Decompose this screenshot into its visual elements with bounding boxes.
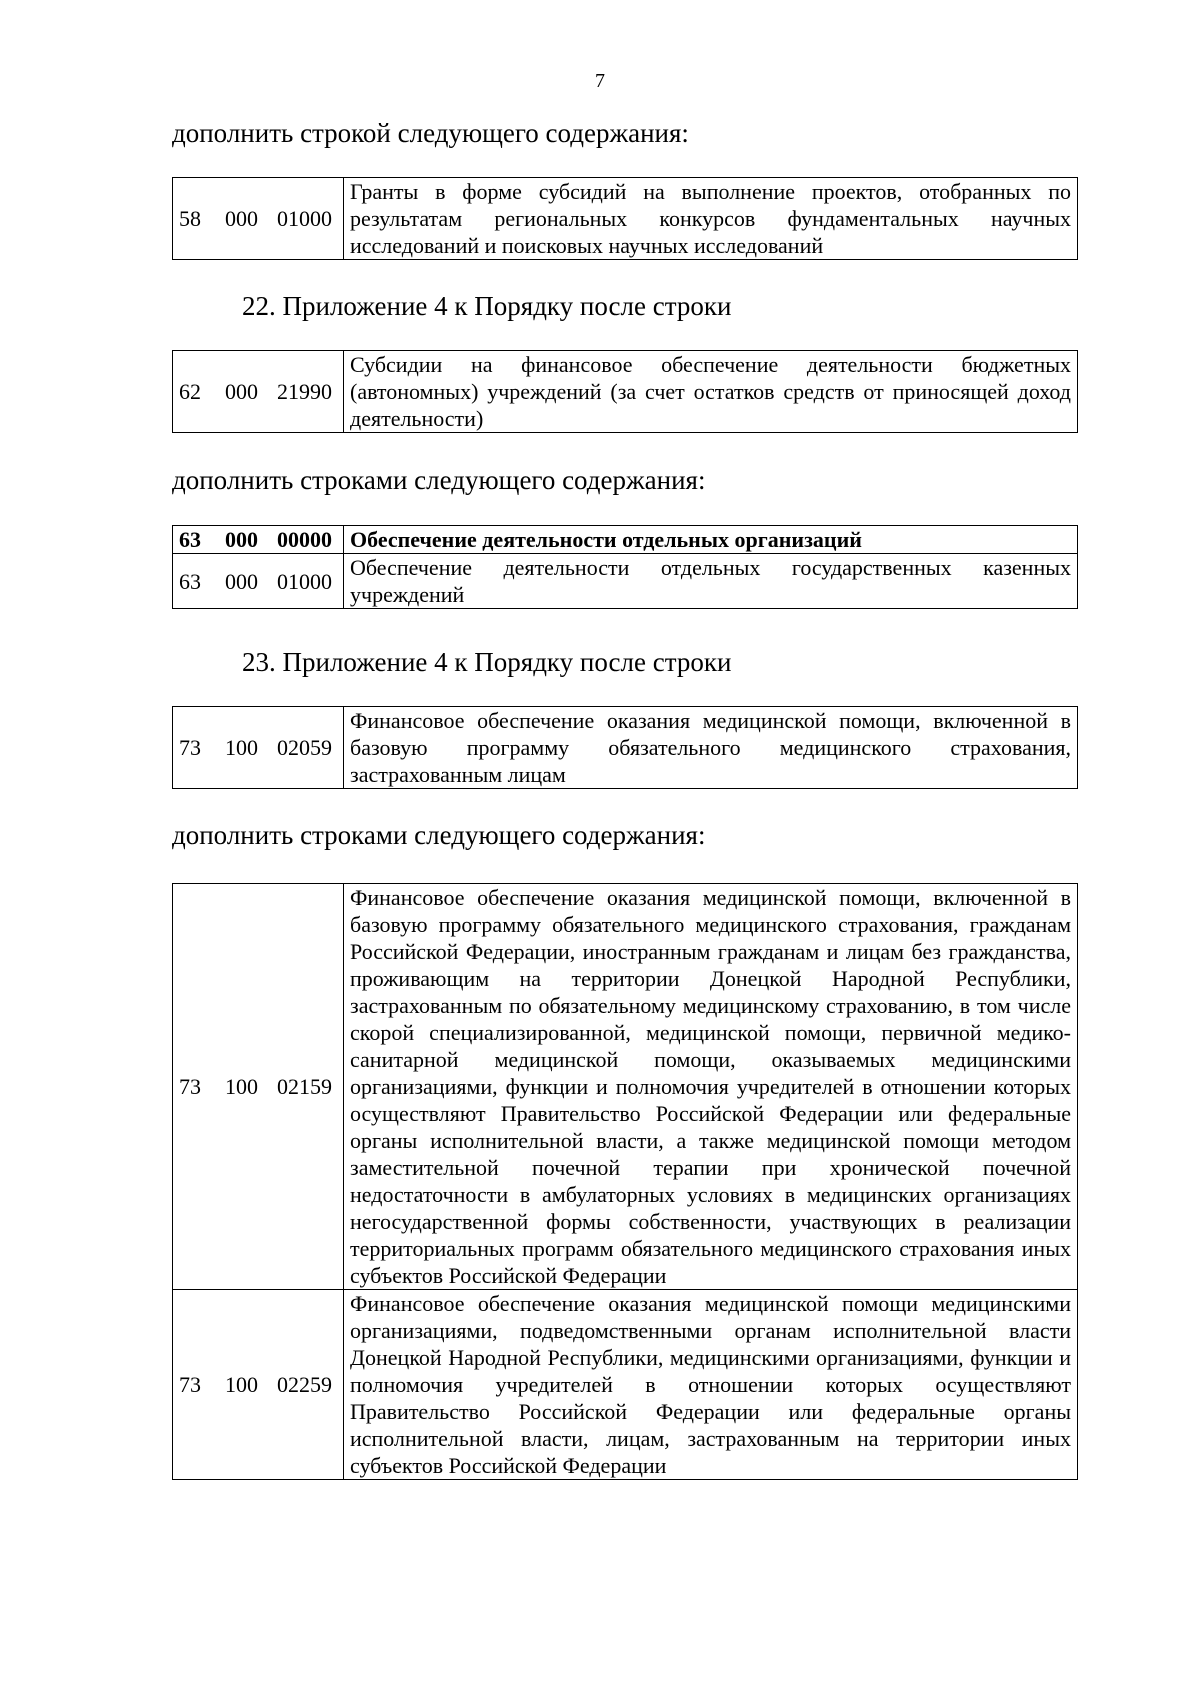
table-medical-extended [172, 883, 1078, 1480]
paragraph-add-rows-2: дополнить строками следующего содержания: [172, 820, 706, 850]
table-row [173, 526, 1078, 554]
paragraph-add-row: дополнить строкой следующего содержания: [172, 118, 689, 148]
description-cell: Финансовое обеспечение оказания медицинской помощи, включенной в базовую программу обязательного медицинского страхования, гражданам Российской Федерации, иностранным гражданам и лицам без гражданства, проживающим на территории Донецкой Народной Республики, застрахованным по обязательному медицинскому страхованию, в том числе скорой специализированной, медицинской помощи, первичной медико-санитарной медицинской помощи, оказываемых медицинскими организациями, функции и полномочия учредителей в отношении которых осуществляют Правительство Российской Федерации или федеральные органы исполнительной власти, а также медицинской помощи методом заместительной почечной терапии при хронической почечной недостаточности в амбулаторных условиях в медицинских организациях негосударственной формы собственности, участвующих в реализации территориальных программ обязательного медицинского страхования иных субъектов Российской Федерации [344, 884, 1078, 1290]
table-row [173, 707, 1078, 789]
table-medical-base [172, 706, 1078, 789]
description-cell: Субсидии на финансовое обеспечение деятельности бюджетных (автономных) учреждений (за счет остатков средств от приносящей доход деятельности) [344, 351, 1078, 433]
heading-item-23: 23. Приложение 4 к Порядку после строки [242, 647, 732, 677]
code-cell: 62 000 21990 [173, 351, 344, 433]
table-grants [172, 177, 1078, 260]
table-row [173, 1290, 1078, 1480]
table-row [173, 554, 1078, 609]
paragraph-add-rows: дополнить строками следующего содержания: [172, 465, 706, 495]
description-cell: Финансовое обеспечение оказания медицинской помощи, включенной в базовую программу обязательного медицинского страхования, застрахованным лицам [344, 707, 1078, 789]
table-row [173, 351, 1078, 433]
table-row [173, 178, 1078, 260]
code-cell: 63 000 00000 [173, 526, 344, 554]
table-row [173, 884, 1078, 1290]
code-cell: 73 100 02059 [173, 707, 344, 789]
table-subsidies [172, 350, 1078, 433]
table-organizations [172, 525, 1078, 609]
heading-item-22: 22. Приложение 4 к Порядку после строки [242, 291, 732, 321]
description-cell: Гранты в форме субсидий на выполнение проектов, отобранных по результатам региональных конкурсов фундаментальных научных исследований и поисковых научных исследований [344, 178, 1078, 260]
code-cell: 73 100 02159 [173, 884, 344, 1290]
page-number: 7 [595, 70, 605, 92]
code-cell: 63 000 01000 [173, 554, 344, 609]
description-cell: Финансовое обеспечение оказания медицинской помощи медицинскими организациями, подведомственными органам исполнительной власти Донецкой Народной Республики, медицинскими организациями, функции и полномочия учредителей в отношении которых осуществляют Правительство Российской Федерации или федеральные органы исполнительной власти, лицам, застрахованным на территории иных субъектов Российской Федерации [344, 1290, 1078, 1480]
description-cell: Обеспечение деятельности отдельных организаций [344, 526, 1078, 554]
code-cell: 73 100 02259 [173, 1290, 344, 1480]
description-cell: Обеспечение деятельности отдельных государственных казенных учреждений [344, 554, 1078, 609]
code-cell: 58 000 01000 [173, 178, 344, 260]
